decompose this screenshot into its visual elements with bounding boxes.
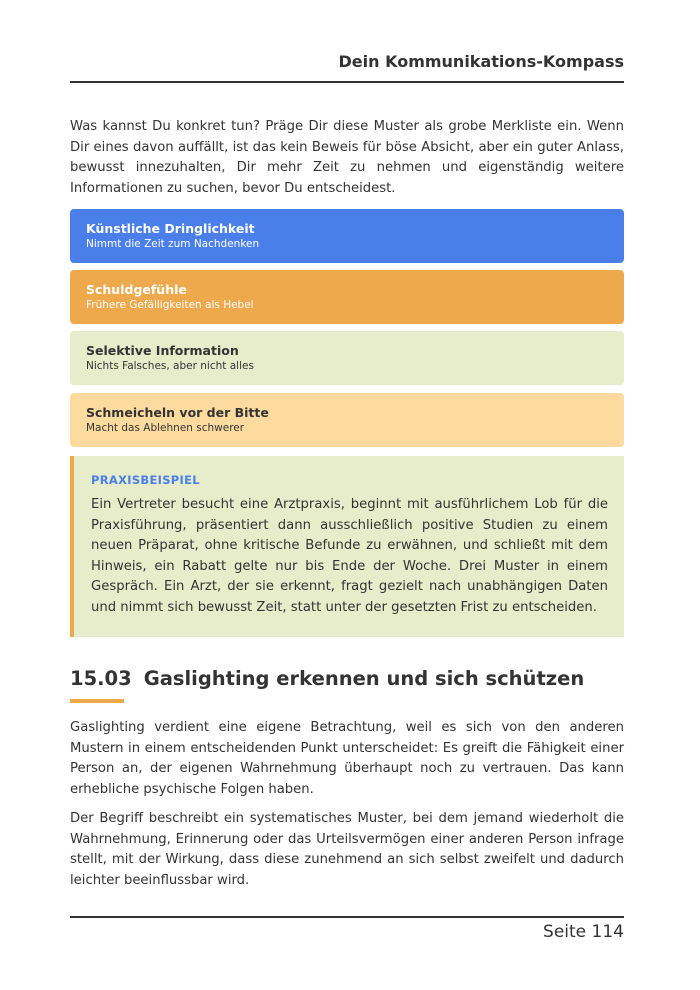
example-callout [70,456,624,637]
body-paragraph: Gaslighting verdient eine eigene Betrachtung, weil es sich von den anderen Mustern in einem entscheidenden Punkt unterscheidet: Es greift die Fähigkeit einer Person an, der eigenen Wahrnehmung überhaupt noch zu vertrauen. Das kann erhebliche psychische Folgen haben. [70,720,624,797]
intro-paragraph: Was kannst Du konkret tun? Präge Dir diese Muster als grobe Merkliste ein. Wenn Dir eines davon auffällt, ist das kein Beweis für böse Absicht, aber ein guter Anlass, bewusst innezuhalten, Dir mehr Zeit zu nehmen und eigenständig weitere Informationen zu suchen, bevor Du entscheidest. [70,119,624,196]
section-title: Gaslighting erkennen und sich schützen [143,667,585,690]
heading-underline [70,699,124,703]
header-rule [70,81,624,83]
pattern-card-selective [70,331,624,385]
example-label: PRAXISBEISPIEL [91,473,200,487]
pattern-card-guilt [70,270,624,324]
pattern-card-title: Schmeicheln vor der Bitte [86,405,269,420]
section-number: 15.03 [70,667,132,690]
section-heading [70,667,624,690]
pattern-card-subtitle: Macht das Ablehnen schwerer [86,422,245,434]
pattern-card-title: Selektive Information [86,343,239,358]
pattern-card-urgency [70,209,624,263]
footer-rule [70,916,624,918]
page-number: Seite 114 [543,922,624,942]
pattern-card-subtitle: Nichts Falsches, aber nicht alles [86,360,254,372]
running-header: Dein Kommunikations-Kompass [338,52,624,71]
pattern-card-title: Schuldgefühle [86,282,187,297]
body-paragraph: Der Begriff beschreibt ein systematisches Muster, bei dem jemand wiederholt die Wahrnehmung, Erinnerung oder das Urteilsvermögen einer anderen Person infrage stellt, mit der Wirkung, dass diese zunehmend an sich selbst zweifelt und dadurch leichter beeinflussbar wird. [70,811,624,888]
pattern-card-subtitle: Nimmt die Zeit zum Nachdenken [86,238,260,250]
pattern-card-flattery [70,393,624,447]
example-text: Ein Vertreter besucht eine Arztpraxis, beginnt mit ausführlichem Lob für die Praxisführung, präsentiert dann ausschließlich positive Studien zu einem neuen Präparat, ohne kritische Befunde zu erwähnen, und schließt mit dem Hinweis, ein Rabatt gelte nur bis Ende der Woche. Drei Muster in einem Gespräch. Ein Arzt, der sie erkennt, fragt gezielt nach unabhängigen Daten und nimmt sich bewusst Zeit, statt unter der gesetzten Frist zu entscheiden. [91,497,608,615]
pattern-card-title: Künstliche Dringlichkeit [86,221,255,236]
pattern-card-subtitle: Frühere Gefälligkeiten als Hebel [86,299,254,311]
